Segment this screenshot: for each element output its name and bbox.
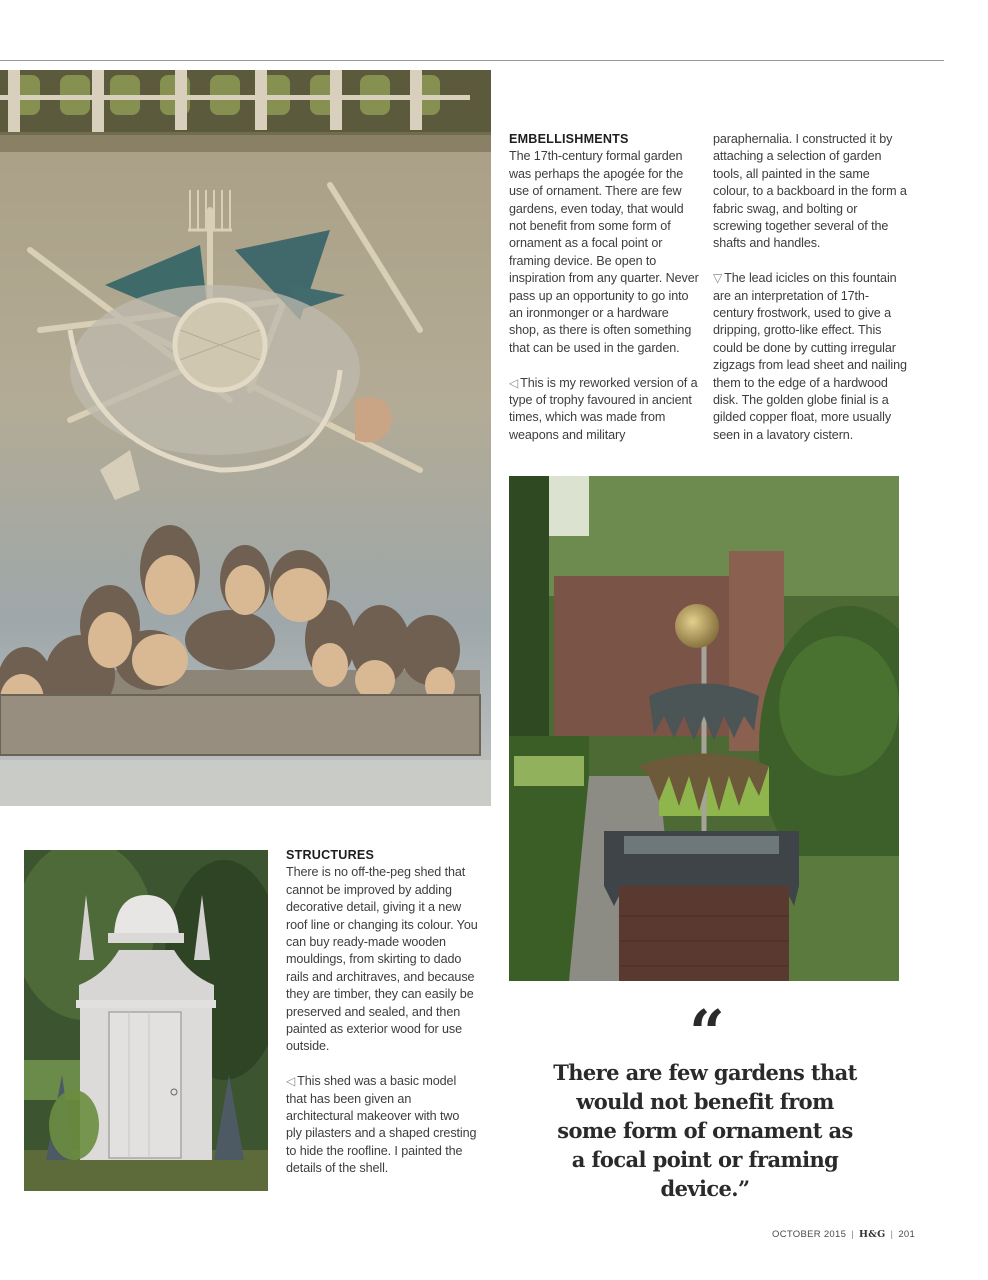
pull-quote [550, 996, 860, 1203]
shed-photo [24, 850, 268, 1191]
structures-heading: STRUCTURES [286, 848, 375, 862]
structures-body: There is no off-the-peg shed that cannot be improved by adding decorative detail, giving it a new roof line or changing its colour. You can buy ready-made wooden mouldings, from skirting to dado rails and architraves, and because they are timber, they can easily be preserved and sealed, and then painted as exterior wood for use outside. [286, 865, 478, 1054]
trophy-photo [0, 70, 491, 806]
page-footer [772, 1229, 915, 1240]
shed-caption: This shed was a basic model that has been given an architectural makeover with two ply pilasters and a shaped cresting to hide the roofline. I painted the details of the shell. [286, 1074, 477, 1176]
caption-pointer-left-icon: ◁ [509, 375, 519, 390]
fountain-illustration [509, 476, 899, 981]
fountain-photo [509, 476, 899, 981]
open-quote-icon: “ [689, 996, 721, 1069]
caption-pointer-left-icon: ◁ [286, 1074, 296, 1089]
header-rule [0, 60, 944, 61]
embellishments-column-2 [713, 131, 907, 444]
footer-separator: | [851, 1229, 854, 1240]
structures-column [286, 847, 478, 1178]
embellishments-column-1 [509, 131, 701, 444]
issue-date: OCTOBER 2015 [772, 1229, 847, 1240]
pull-quote-text: There are few gardens that would not benefit from some form of ornament as a focal point or framing device.” [553, 1060, 857, 1201]
shed-illustration [24, 850, 268, 1191]
page-number: 201 [898, 1229, 916, 1240]
embellishments-body: The 17th-century formal garden was perhaps the apogée for the use of ornament. There are few gardens, even today, that would not benefit from some form of ornament as a focal point or framing device. Be open to inspiration from any quarter. Never pass up an opportunity to go into an ironmonger or a hardware shop, as there is often something that can be used in the garden. [509, 149, 699, 355]
embellishments-heading: EMBELLISHMENTS [509, 132, 629, 146]
fountain-caption: The lead icicles on this fountain are an interpretation of 17th-century frostwork, used to give a dripping, grotto-like effect. This could be done by cutting irregular zigzags from lead sheet and nailing them to the edge of a hardwood disk. The golden globe finial is a gilded copper float, more usually seen in a lavatory cistern. [713, 271, 907, 442]
trophy-caption-part-1: This is my reworked version of a type of trophy favoured in ancient times, which was made from weapons and military [509, 375, 698, 442]
caption-pointer-down-icon: ▽ [713, 271, 723, 286]
footer-separator: | [890, 1229, 894, 1240]
trophy-illustration [0, 70, 491, 806]
magazine-brand: H&G [858, 1229, 886, 1240]
trophy-caption-part-2: paraphernalia. I constructed it by attaching a selection of garden tools, all painted in the same colour, to a backboard in the form a fabric swag, and bolting or screwing together several of the shafts and handles. [713, 132, 907, 251]
